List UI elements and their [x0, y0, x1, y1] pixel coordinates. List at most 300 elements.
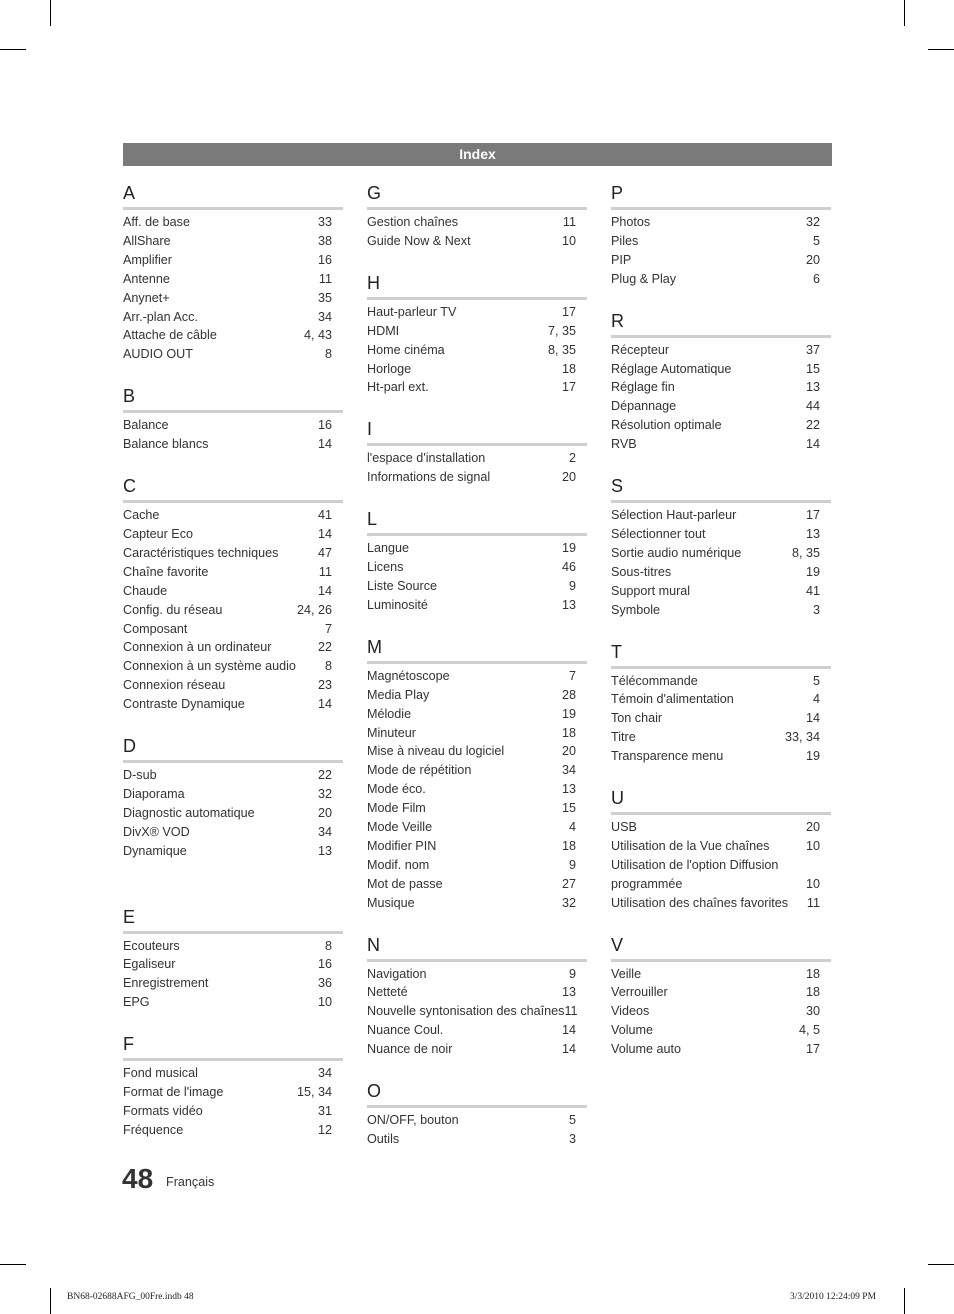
entry-term: Mot de passe — [367, 876, 443, 891]
entry-term: Support mural — [611, 583, 691, 598]
index-entry — [367, 875, 587, 894]
section-spacer — [367, 487, 587, 508]
section-letter: E — [123, 906, 343, 934]
index-section-h — [367, 272, 587, 398]
entry-term: Fond musical — [123, 1066, 198, 1081]
entry-page: 18 — [561, 361, 576, 376]
index-entry — [611, 672, 831, 691]
index-entry — [611, 1002, 831, 1021]
entry-page: 8, 35 — [791, 545, 820, 560]
entry-page: 33 — [317, 215, 332, 229]
section-spacer — [123, 364, 343, 385]
index-section-t — [611, 641, 831, 767]
section-spacer — [123, 1012, 343, 1033]
entry-page: 20 — [805, 820, 820, 835]
section-letter: U — [611, 787, 831, 815]
entry-term: D-sub — [123, 768, 157, 783]
entry-term: Mode de répétition — [367, 763, 472, 778]
index-entry — [611, 837, 831, 856]
entry-term: Nouvelle syntonisation des chaînes — [367, 1004, 565, 1019]
entry-term: Balance — [123, 418, 169, 433]
index-entry — [123, 345, 343, 364]
index-entry — [123, 251, 343, 270]
index-entry — [123, 1102, 343, 1121]
index-entry — [367, 780, 587, 799]
section-letter: G — [367, 182, 587, 210]
entry-list — [611, 815, 831, 913]
index-entry — [367, 232, 587, 251]
index-entry — [367, 686, 587, 705]
entry-term: Formats vidéo — [123, 1104, 203, 1118]
entry-list — [367, 664, 587, 913]
index-column-1 — [123, 182, 343, 1140]
index-entry — [367, 378, 587, 397]
crop-mark — [928, 1264, 954, 1265]
section-letter: V — [611, 934, 831, 962]
index-section-d — [123, 735, 343, 861]
entry-term: Mélodie — [367, 706, 412, 721]
entry-list — [123, 1061, 343, 1140]
section-letter: O — [367, 1080, 587, 1108]
section-letter: T — [611, 641, 831, 669]
index-entry — [367, 1040, 587, 1059]
entry-page: 14 — [805, 437, 820, 452]
entry-term: Caractéristiques techniques — [123, 545, 279, 560]
section-spacer — [611, 913, 831, 934]
index-entry — [367, 213, 587, 232]
section-letter: M — [367, 636, 587, 664]
entry-page: 7 — [324, 621, 332, 636]
entry-term: Mise à niveau du logiciel — [367, 744, 505, 759]
index-entry — [367, 894, 587, 913]
index-entry — [123, 544, 343, 563]
index-entry — [123, 1121, 343, 1140]
index-section-f — [123, 1033, 343, 1140]
entry-term: Volume — [611, 1023, 654, 1038]
index-entry — [611, 856, 831, 875]
entry-term: Réglage Automatique — [611, 361, 732, 376]
entry-page: 13 — [561, 597, 576, 612]
entry-term: Config. du réseau — [123, 602, 223, 617]
crop-mark — [0, 1264, 26, 1265]
entry-page: 32 — [561, 895, 576, 910]
entry-page: 3 — [812, 602, 820, 617]
entry-term: Anynet+ — [123, 290, 170, 305]
index-column-3 — [611, 182, 831, 1059]
entry-page: 41 — [317, 508, 332, 523]
entry-term: Videos — [611, 1004, 650, 1019]
section-letter: I — [367, 418, 587, 446]
index-section-n — [367, 934, 587, 1060]
index-entry — [123, 270, 343, 289]
entry-term: Sélection Haut-parleur — [611, 508, 737, 523]
entry-term: RVB — [611, 437, 637, 452]
entry-page: 34 — [561, 763, 576, 778]
index-entry — [123, 308, 343, 327]
entry-page: 22 — [317, 768, 332, 783]
entry-page: 23 — [317, 678, 332, 693]
index-entry — [123, 289, 343, 308]
entry-page: 14 — [317, 697, 332, 712]
entry-term: Chaude — [123, 583, 168, 598]
entry-page: 18 — [805, 985, 820, 1000]
entry-page: 17 — [561, 304, 576, 319]
entry-term: Diaporama — [123, 786, 185, 801]
entry-list — [123, 763, 343, 861]
index-section-i — [367, 418, 587, 487]
index-section-r — [611, 310, 831, 454]
index-entry — [123, 563, 343, 582]
index-entry — [367, 724, 587, 743]
section-spacer — [367, 397, 587, 418]
entry-page: 44 — [805, 399, 820, 414]
entry-term: Licens — [367, 560, 404, 575]
entry-page: 8, 35 — [547, 342, 576, 357]
entry-page: 15 — [561, 801, 576, 816]
entry-page: 11 — [806, 895, 820, 910]
entry-term: Connexion réseau — [123, 678, 226, 693]
index-entry — [367, 1021, 587, 1040]
index-entry — [367, 322, 587, 341]
entry-page: 30 — [805, 1004, 820, 1019]
entry-page: 12 — [317, 1122, 332, 1137]
entry-page: 19 — [805, 564, 820, 579]
index-entry — [123, 657, 343, 676]
entry-term: Magnétoscope — [367, 668, 450, 683]
index-entry — [611, 341, 831, 360]
entry-term: Résolution optimale — [611, 418, 722, 433]
entry-page: 19 — [805, 749, 820, 764]
entry-list — [367, 1108, 587, 1149]
index-entry — [123, 232, 343, 251]
entry-page: 8 — [324, 347, 332, 362]
entry-term: Fréquence — [123, 1122, 184, 1137]
index-section-v — [611, 934, 831, 1060]
index-entry — [367, 596, 587, 615]
index-column-2 — [367, 182, 587, 1149]
entry-page: 34 — [317, 824, 332, 839]
entry-term: Amplifier — [123, 252, 172, 267]
crop-mark — [50, 0, 51, 26]
index-entry — [611, 601, 831, 620]
entry-page: 10 — [561, 233, 576, 248]
index-section-e — [123, 906, 343, 1013]
entry-term: Verrouiller — [611, 985, 668, 1000]
entry-page: 3 — [568, 1132, 576, 1146]
entry-page: 10 — [805, 876, 820, 891]
entry-term: Enregistrement — [123, 976, 209, 991]
entry-term: Connexion à un système audio — [123, 659, 296, 674]
section-spacer — [367, 913, 587, 934]
entry-list — [367, 962, 587, 1060]
entry-term: Musique — [367, 895, 415, 910]
section-letter: P — [611, 182, 831, 210]
entry-term: Aff. de base — [123, 215, 190, 229]
entry-page: 41 — [805, 583, 820, 598]
entry-page: 16 — [317, 418, 332, 433]
entry-term: Utilisation de l'option Diffusion — [611, 857, 779, 872]
entry-page: 15 — [805, 361, 820, 376]
index-entry — [367, 360, 587, 379]
entry-term: Egaliseur — [123, 957, 176, 972]
entry-page: 16 — [317, 957, 332, 972]
entry-page: 5 — [812, 673, 820, 688]
index-entry — [611, 563, 831, 582]
entry-page: 20 — [805, 252, 820, 267]
index-entry — [611, 965, 831, 984]
entry-list — [123, 413, 343, 454]
entry-list — [123, 503, 343, 714]
entry-term: Dynamique — [123, 843, 187, 858]
entry-term: Netteté — [367, 985, 408, 1000]
entry-term: Contraste Dynamique — [123, 697, 245, 712]
entry-term: Mode Film — [367, 801, 426, 816]
section-letter: B — [123, 385, 343, 413]
index-entry — [611, 525, 831, 544]
entry-term: Ton chair — [611, 711, 663, 726]
index-entry — [123, 326, 343, 345]
index-entry — [123, 1064, 343, 1083]
entry-page: 19 — [561, 706, 576, 721]
entry-term: Chaîne favorite — [123, 564, 209, 579]
entry-page: 47 — [317, 545, 332, 560]
entry-term: Composant — [123, 621, 188, 636]
entry-term: Utilisation des chaînes favorites — [611, 895, 789, 910]
index-entry — [123, 842, 343, 861]
entry-page: 14 — [317, 583, 332, 598]
entry-term: Titre — [611, 730, 636, 745]
entry-page: 15, 34 — [296, 1085, 332, 1100]
entry-page: 4 — [812, 692, 820, 707]
section-letter: F — [123, 1033, 343, 1061]
entry-term: Sous-titres — [611, 564, 672, 579]
index-section-u — [611, 787, 831, 913]
entry-term: Informations de signal — [367, 470, 491, 485]
section-letter: N — [367, 934, 587, 962]
entry-term: AUDIO OUT — [123, 347, 193, 362]
entry-page: 32 — [317, 786, 332, 801]
entry-term: Volume auto — [611, 1042, 682, 1057]
section-spacer — [123, 861, 343, 906]
entry-page: 4 — [568, 820, 576, 835]
entry-term: Antenne — [123, 271, 170, 286]
index-entry — [611, 818, 831, 837]
section-spacer — [611, 766, 831, 787]
entry-page: 10 — [805, 838, 820, 853]
index-entry — [367, 468, 587, 487]
entry-page: 9 — [568, 857, 576, 872]
entry-list — [367, 536, 587, 615]
index-entry — [611, 894, 831, 913]
index-entry — [123, 213, 343, 232]
entry-term: Langue — [367, 541, 410, 556]
index-section-a — [123, 182, 343, 364]
index-entry — [611, 506, 831, 525]
page-number: 48 — [122, 1163, 154, 1194]
index-section-o — [367, 1080, 587, 1149]
entry-page: 33, 34 — [784, 730, 820, 745]
index-entry — [611, 360, 831, 379]
index-entry — [611, 416, 831, 435]
entry-page: 11 — [318, 564, 332, 579]
entry-page: 4, 43 — [303, 328, 332, 343]
entry-page: 36 — [317, 976, 332, 991]
index-section-s — [611, 475, 831, 619]
entry-page: 11 — [562, 215, 576, 229]
entry-term: Arr.-plan Acc. — [123, 309, 198, 324]
entry-page: 18 — [561, 725, 576, 740]
entry-term: Photos — [611, 215, 651, 229]
index-entry — [611, 270, 831, 289]
index-entry — [367, 449, 587, 468]
index-section-b — [123, 385, 343, 454]
index-entry — [367, 965, 587, 984]
index-entry — [367, 341, 587, 360]
entry-list — [611, 962, 831, 1060]
entry-page: 35 — [317, 290, 332, 305]
entry-page: 14 — [805, 711, 820, 726]
crop-mark — [904, 1288, 905, 1314]
entry-term: EPG — [123, 995, 150, 1010]
entry-page: 38 — [317, 233, 332, 248]
index-entry — [123, 620, 343, 639]
index-entry — [123, 676, 343, 695]
index-entry — [611, 1040, 831, 1059]
entry-list — [367, 446, 587, 487]
crop-mark — [904, 0, 905, 26]
entry-term: Balance blancs — [123, 437, 209, 452]
entry-term: Récepteur — [611, 342, 670, 357]
entry-term: Format de l'image — [123, 1085, 224, 1100]
section-spacer — [367, 251, 587, 272]
entry-page: 8 — [324, 659, 332, 674]
section-letter: H — [367, 272, 587, 300]
index-entry — [611, 728, 831, 747]
section-letter: A — [123, 182, 343, 210]
index-section-c — [123, 475, 343, 714]
entry-page: 14 — [317, 437, 332, 452]
index-entry — [123, 804, 343, 823]
index-entry — [611, 747, 831, 766]
entry-term: Symbole — [611, 602, 660, 617]
entry-term: programmée — [611, 876, 683, 891]
entry-page: 32 — [805, 215, 820, 229]
entry-term: Gestion chaînes — [367, 215, 459, 229]
index-entry — [611, 875, 831, 894]
entry-page: 5 — [812, 233, 820, 248]
index-entry — [367, 1002, 587, 1021]
index-entry — [123, 785, 343, 804]
entry-term: Guide Now & Next — [367, 233, 471, 248]
entry-term: l'espace d'installation — [367, 451, 486, 466]
entry-list — [367, 300, 587, 398]
entry-term: Mode Veille — [367, 820, 433, 835]
entry-page: 27 — [561, 876, 576, 891]
index-section-p — [611, 182, 831, 289]
entry-page: 11 — [564, 1004, 578, 1019]
entry-page: 20 — [561, 470, 576, 485]
entry-page: 11 — [318, 271, 332, 286]
index-entry — [123, 601, 343, 620]
entry-list — [611, 669, 831, 767]
index-entry — [611, 983, 831, 1002]
entry-term: Sortie audio numérique — [611, 545, 742, 560]
entry-page: 9 — [568, 578, 576, 593]
index-section-l — [367, 508, 587, 615]
entry-list — [123, 210, 343, 364]
section-spacer — [123, 454, 343, 475]
page-language: Français — [166, 1175, 215, 1189]
entry-page: 13 — [561, 985, 576, 1000]
entry-page: 14 — [561, 1042, 576, 1057]
index-entry — [611, 435, 831, 454]
entry-term: Horloge — [367, 361, 412, 376]
entry-term: PIP — [611, 252, 632, 267]
index-entry — [123, 823, 343, 842]
index-entry — [611, 232, 831, 251]
section-letter: C — [123, 475, 343, 503]
section-letter: R — [611, 310, 831, 338]
section-letter: S — [611, 475, 831, 503]
index-entry — [367, 667, 587, 686]
entry-page: 34 — [317, 309, 332, 324]
entry-term: Connexion à un ordinateur — [123, 640, 272, 655]
entry-term: Navigation — [367, 966, 427, 981]
entry-page: 16 — [317, 252, 332, 267]
entry-term: Modifier PIN — [367, 838, 437, 853]
entry-term: Minuteur — [367, 725, 416, 740]
index-entry — [611, 378, 831, 397]
index-entry — [123, 937, 343, 956]
index-entry — [123, 638, 343, 657]
crop-mark — [928, 49, 954, 50]
entry-page: 24, 26 — [296, 602, 332, 617]
index-entry — [123, 506, 343, 525]
index-entry — [123, 416, 343, 435]
index-entry — [367, 1111, 587, 1130]
section-letter: L — [367, 508, 587, 536]
entry-term: Diagnostic automatique — [123, 805, 255, 820]
index-entry — [123, 955, 343, 974]
entry-page: 22 — [805, 418, 820, 433]
entry-page: 22 — [317, 640, 332, 655]
entry-list — [123, 934, 343, 1013]
entry-term: Piles — [611, 233, 639, 248]
index-entry — [123, 974, 343, 993]
entry-page: 37 — [805, 342, 820, 357]
index-entry — [123, 435, 343, 454]
entry-term: Plug & Play — [611, 271, 677, 286]
entry-page: 5 — [568, 1113, 576, 1128]
entry-term: Télécommande — [611, 673, 698, 688]
entry-page: 31 — [317, 1104, 332, 1118]
entry-page: 20 — [561, 744, 576, 759]
entry-term: Transparence menu — [611, 749, 724, 764]
entry-page: 13 — [805, 380, 820, 395]
index-entry — [367, 577, 587, 596]
entry-page: 19 — [561, 541, 576, 556]
entry-page: 28 — [561, 687, 576, 702]
entry-term: DivX® VOD — [123, 824, 190, 839]
section-spacer — [611, 289, 831, 310]
entry-list — [367, 210, 587, 251]
section-spacer — [367, 615, 587, 636]
entry-page: 7, 35 — [547, 323, 576, 338]
entry-page: 17 — [561, 380, 576, 395]
entry-page: 10 — [317, 995, 332, 1010]
entry-page: 13 — [805, 526, 820, 541]
entry-term: Liste Source — [367, 578, 438, 593]
